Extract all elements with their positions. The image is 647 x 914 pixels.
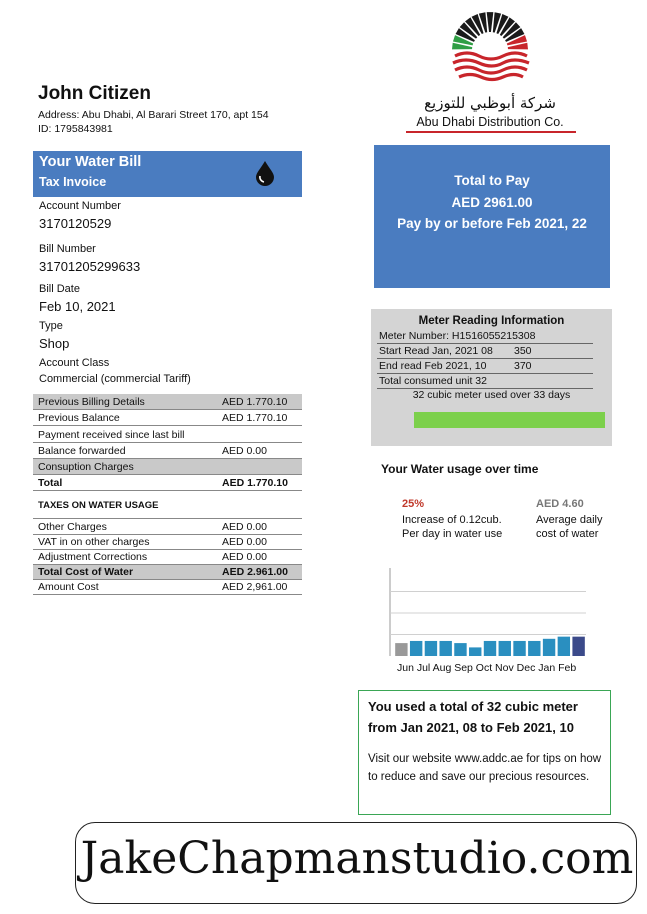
end-read-label: End read Feb 2021, 10 [379, 360, 487, 372]
total-to-pay-label: Total to Pay [454, 173, 530, 188]
table-row [33, 394, 302, 410]
bill-subtitle: Tax Invoice [39, 175, 107, 189]
table-row [33, 580, 302, 595]
row-label: Other Charges [38, 521, 107, 533]
meter-reading-box [371, 309, 612, 446]
meter-used-summary: 32 cubic meter used over 33 days [412, 389, 571, 401]
chart-bar [484, 641, 496, 656]
row-label: Adjustment Corrections [38, 551, 148, 563]
account-class-label: Account Class [39, 357, 110, 369]
table-row [33, 410, 302, 426]
chart-bar [528, 641, 540, 656]
logo-english-name: Abu Dhabi Distribution Co. [416, 115, 564, 129]
total-consumed-label: Total consumed unit 32 [379, 375, 487, 387]
row-label: Previous Balance [38, 412, 120, 424]
row-label: Previous Billing Details [38, 396, 145, 408]
chart-bar [395, 643, 407, 656]
logo-underline [406, 131, 576, 133]
usage-bar-chart [388, 568, 588, 658]
row-label: Consuption Charges [38, 461, 134, 473]
row-value: AED 0.00 [222, 445, 267, 457]
end-read-value: 370 [514, 360, 532, 372]
account-number-label: Account Number [39, 200, 121, 212]
chart-bar [469, 647, 481, 656]
logo-arabic-name: شركة أبوظبي للتوزيع [424, 94, 556, 112]
total-to-pay-amount: AED 2961.00 [451, 195, 533, 210]
usage-increase-desc: Increase of 0.12cub. [402, 514, 502, 526]
table-row [33, 550, 302, 565]
logo-ray [487, 12, 494, 32]
usage-summary-box [358, 690, 611, 815]
type-value: Shop [39, 336, 70, 351]
row-label: Total [38, 477, 63, 489]
row-label: VAT in on other charges [38, 536, 150, 548]
average-daily-cost-desc: Average daily cost of water [536, 514, 603, 540]
usage-tips-text: Visit our website www.addc.ae for tips on how to reduce and save our precious resources. [368, 753, 602, 783]
start-read-row [377, 344, 593, 359]
row-value: AED 0.00 [222, 536, 267, 548]
row-value: AED 1.770.10 [222, 396, 288, 408]
chart-bar [454, 643, 466, 656]
customer-name: John Citizen [38, 83, 151, 104]
watermark-banner [75, 822, 637, 904]
row-value: AED 0.00 [222, 521, 267, 533]
meter-title: Meter Reading Information [418, 315, 565, 327]
type-label: Type [39, 320, 63, 332]
usage-increase-desc-2: Per day in water use [402, 528, 503, 540]
usage-progress-fill [414, 412, 605, 428]
water-bill-header [33, 151, 302, 197]
row-label: Amount Cost [38, 581, 99, 593]
chart-bar [543, 639, 555, 656]
row-value: AED 0.00 [222, 551, 267, 563]
usage-title: Your Water usage over time [381, 462, 539, 476]
row-value: AED 2.961.00 [222, 566, 288, 578]
table-row [33, 443, 302, 459]
usage-summary-period: from Jan 2021, 08 to Feb 2021, 10 [368, 720, 574, 735]
row-label: Payment received since last bill [38, 429, 185, 441]
chart-bar [558, 637, 570, 656]
meter-number-row [377, 329, 593, 344]
chart-month-labels: Jun Jul Aug Sep Oct Nov Dec Jan Feb [397, 662, 577, 674]
usage-increase-pct: 25% [402, 498, 425, 510]
addc-logo-icon [445, 10, 535, 90]
account-class-value: Commercial (commercial Tariff) [39, 373, 191, 385]
row-label: Total Cost of Water [38, 566, 134, 578]
row-value: AED 2,961.00 [222, 581, 288, 593]
chart-bar [572, 637, 584, 656]
table-row [33, 459, 302, 475]
taxes-heading [33, 497, 302, 519]
chart-bar [425, 641, 437, 656]
total-consumed-row [377, 374, 593, 389]
usage-progress-bar [414, 412, 605, 428]
bill-title: Your Water Bill [39, 154, 142, 170]
pay-by-date: Pay by or before Feb 2021, 22 [397, 216, 587, 231]
bill-number-value: 31701205299633 [39, 259, 141, 274]
end-read-row [377, 359, 593, 374]
row-value: AED 1.770.10 [222, 477, 288, 489]
row-label: Balance forwarded [38, 445, 126, 457]
account-number-value: 3170120529 [39, 216, 112, 231]
table-row [33, 427, 302, 443]
total-to-pay-box [374, 145, 610, 288]
chart-bar [513, 641, 525, 656]
chart-bar [410, 641, 422, 656]
company-logo [400, 10, 590, 135]
watermark-text: JakeChapmanstudio.com [80, 833, 634, 884]
bill-date-value: Feb 10, 2021 [39, 299, 116, 314]
meter-number: Meter Number: H1516055215308 [379, 330, 536, 342]
chart-bar [499, 641, 511, 656]
table-row-total-cost [33, 565, 302, 580]
water-drop-icon [255, 160, 275, 186]
row-value: AED 1.770.10 [222, 412, 288, 424]
table-row [33, 535, 302, 550]
average-daily-cost: AED 4.60 [536, 498, 584, 510]
customer-id: ID: 1795843981 [38, 123, 113, 135]
table-row [33, 520, 302, 535]
bill-date-label: Bill Date [39, 283, 80, 295]
bill-number-label: Bill Number [39, 243, 96, 255]
usage-summary-heading: You used a total of 32 cubic meter [368, 699, 578, 714]
table-row-total [33, 475, 302, 491]
customer-address: Address: Abu Dhabi, Al Barari Street 170, apt 154 [38, 109, 269, 121]
start-read-value: 350 [514, 345, 532, 357]
start-read-label: Start Read Jan, 2021 08 [379, 345, 493, 357]
chart-bar [439, 641, 451, 656]
taxes-heading-label: TAXES ON WATER USAGE [38, 500, 159, 511]
